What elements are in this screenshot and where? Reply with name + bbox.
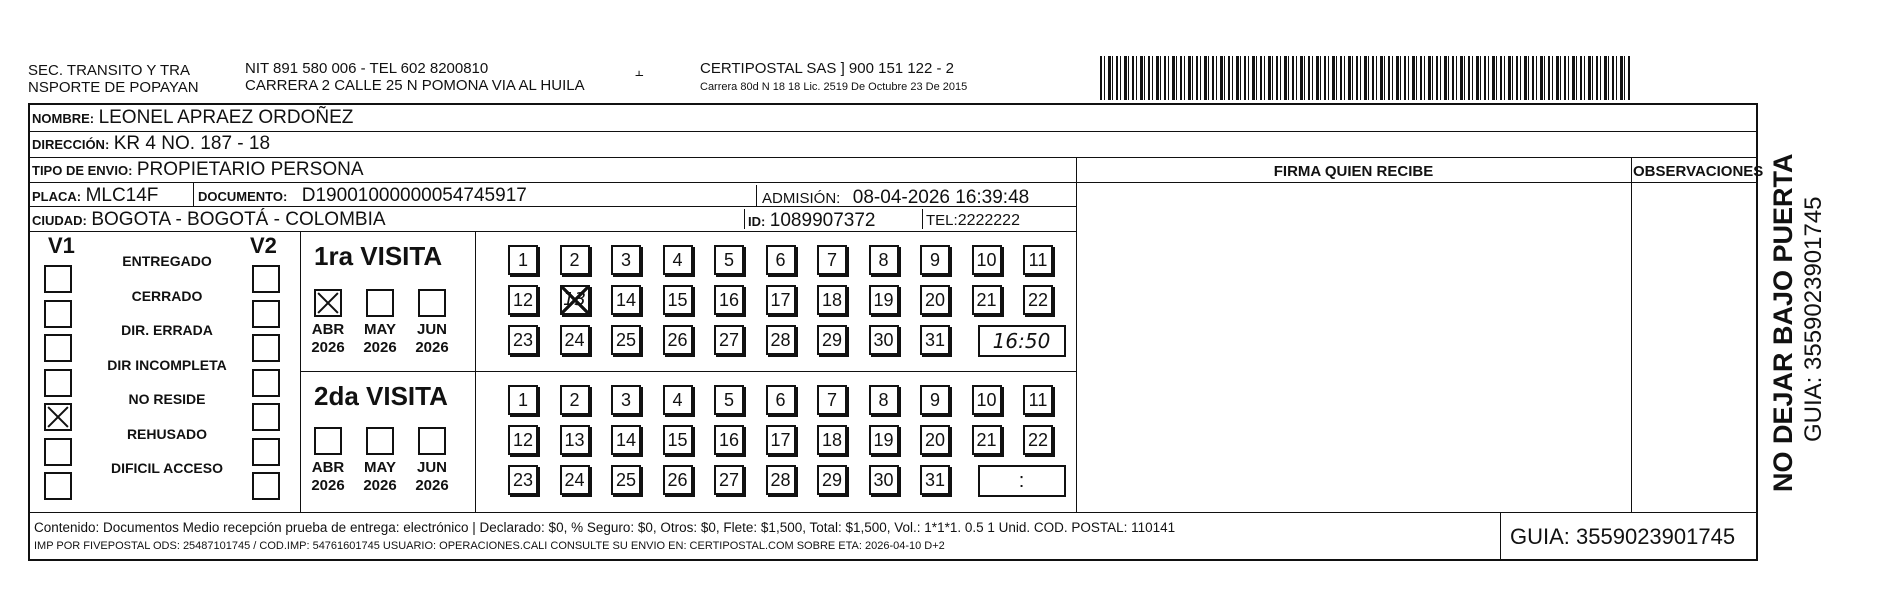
day-box[interactable]: 22 <box>1023 425 1053 455</box>
month-year: 2026 <box>363 477 397 494</box>
day-box[interactable]: 11 <box>1023 245 1053 275</box>
day-box[interactable]: 10 <box>972 385 1002 415</box>
status-label: DIR INCOMPLETA <box>107 356 227 373</box>
documento-value: D19001000000054745917 <box>301 185 527 206</box>
month-name: ABR <box>311 459 345 476</box>
direccion-value: KR 4 NO. 187 - 18 <box>113 133 271 154</box>
time-box[interactable]: : <box>978 465 1066 497</box>
day-box[interactable]: 24 <box>560 325 590 355</box>
day-box[interactable]: 12 <box>508 285 538 315</box>
month-label <box>410 459 454 495</box>
v2-header: V2 <box>250 233 277 258</box>
day-box[interactable]: 21 <box>972 285 1002 315</box>
day-box[interactable]: 9 <box>920 385 950 415</box>
day-box[interactable]: 22 <box>1023 285 1053 315</box>
day-box[interactable]: 15 <box>663 425 693 455</box>
day-box[interactable]: 16 <box>714 285 744 315</box>
visit2-title: 2da VISITA <box>314 381 448 411</box>
day-box[interactable]: 10 <box>972 245 1002 275</box>
imp-text: IMP POR FIVEPOSTAL ODS: 25487101745 / COD.IMP: 54761601745 USUARIO: OPERACIONES.CALI CONSULTE SU ENVIO EN: CERTIPOSTAL.COM SOBRE ETA: 2026-04-10 D+2 <box>34 540 945 552</box>
nombre-row <box>32 107 353 129</box>
day-box[interactable]: 21 <box>972 425 1002 455</box>
day-box[interactable]: 24 <box>560 465 590 495</box>
v2-checkbox[interactable] <box>252 472 280 500</box>
day-box[interactable]: 12 <box>508 425 538 455</box>
direccion-row <box>32 133 270 155</box>
day-box[interactable]: 27 <box>714 465 744 495</box>
sender-name <box>28 62 199 96</box>
sender-line-2: NSPORTE DE POPAYAN <box>28 79 199 96</box>
id-label: ID: <box>748 214 766 229</box>
tel-value: 2222222 <box>957 212 1020 229</box>
day-box[interactable]: 8 <box>869 385 899 415</box>
observaciones-header: OBSERVACIONES <box>1633 163 1764 180</box>
delivery-form <box>28 103 1764 561</box>
month-name: JUN <box>416 459 447 476</box>
day-box[interactable]: 8 <box>869 245 899 275</box>
documento-label: DOCUMENTO: <box>198 189 288 204</box>
day-box[interactable]: 31 <box>920 465 950 495</box>
month-label <box>306 321 350 357</box>
day-box[interactable]: 2 <box>560 245 590 275</box>
day-box[interactable]: 4 <box>663 245 693 275</box>
day-box[interactable]: 18 <box>817 285 847 315</box>
month-checkbox[interactable] <box>418 427 446 455</box>
day-box[interactable]: 6 <box>766 385 796 415</box>
company-line-1: CERTIPOSTAL SAS ] 900 151 122 - 2 <box>700 60 955 77</box>
month-year: 2026 <box>415 339 449 356</box>
day-box[interactable]: 28 <box>766 325 796 355</box>
tel-row <box>926 212 1020 230</box>
company-info <box>700 60 967 96</box>
month-name: ABR <box>311 321 345 338</box>
v1-checkbox[interactable] <box>44 300 72 328</box>
day-box[interactable]: 9 <box>920 245 950 275</box>
sender-info <box>245 60 585 94</box>
day-box[interactable]: 17 <box>766 285 796 315</box>
day-box[interactable]: 25 <box>611 465 641 495</box>
pin-icon: ⫠ <box>635 63 644 79</box>
barcode <box>1100 56 1630 100</box>
placa-row <box>32 185 158 207</box>
ciudad-label: CIUDAD: <box>32 213 87 228</box>
day-box[interactable]: 2 <box>560 385 590 415</box>
month-checkbox[interactable] <box>314 427 342 455</box>
v1-checkbox[interactable] <box>44 403 72 431</box>
month-name: JUN <box>416 321 447 338</box>
day-box[interactable]: 29 <box>817 325 847 355</box>
day-box[interactable]: 7 <box>817 385 847 415</box>
month-year: 2026 <box>415 477 449 494</box>
month-checkbox[interactable] <box>366 289 394 317</box>
day-box[interactable]: 30 <box>869 325 899 355</box>
placa-label: PLACA: <box>32 189 82 204</box>
day-box[interactable]: 15 <box>663 285 693 315</box>
month-name: MAY <box>364 321 396 338</box>
side-guia: GUIA: 3559023901745 <box>1800 196 1827 442</box>
documento-row <box>198 185 527 207</box>
month-label <box>306 459 350 495</box>
id-row <box>748 210 875 232</box>
day-box[interactable]: 23 <box>508 325 538 355</box>
month-year: 2026 <box>311 477 345 494</box>
tel-label: TEL: <box>926 212 958 229</box>
address-line: CARRERA 2 CALLE 25 N POMONA VIA AL HUILA <box>245 77 585 94</box>
v1-checkbox[interactable] <box>44 438 72 466</box>
day-box[interactable]: 14 <box>611 285 641 315</box>
day-box[interactable]: 19 <box>869 285 899 315</box>
month-checkbox[interactable] <box>314 289 342 317</box>
day-box[interactable]: 26 <box>663 465 693 495</box>
day-box[interactable]: 28 <box>766 465 796 495</box>
day-box[interactable]: 13 <box>560 425 590 455</box>
month-checkbox[interactable] <box>418 289 446 317</box>
tipo-value: PROPIETARIO PERSONA <box>136 159 364 180</box>
ciudad-row <box>32 209 386 231</box>
v1-checkbox[interactable] <box>44 369 72 397</box>
day-box[interactable]: 26 <box>663 325 693 355</box>
day-box[interactable]: 30 <box>869 465 899 495</box>
month-year: 2026 <box>311 339 345 356</box>
day-box[interactable]: 17 <box>766 425 796 455</box>
day-box[interactable]: 23 <box>508 465 538 495</box>
admision-value: 08-04-2026 16:39:48 <box>852 187 1030 208</box>
v1-checkbox[interactable] <box>44 472 72 500</box>
ciudad-value: BOGOTA - BOGOTÁ - COLOMBIA <box>91 209 386 230</box>
day-box[interactable]: 1 <box>508 245 538 275</box>
day-box[interactable]: 4 <box>663 385 693 415</box>
visit1-title: 1ra VISITA <box>314 241 443 271</box>
nit-line: NIT 891 580 006 - TEL 602 8200810 <box>245 60 489 77</box>
month-label <box>410 321 454 357</box>
day-box[interactable]: 27 <box>714 325 744 355</box>
day-box[interactable]: 5 <box>714 385 744 415</box>
v1-checkbox[interactable] <box>44 265 72 293</box>
day-box[interactable]: 20 <box>920 425 950 455</box>
month-name: MAY <box>364 459 396 476</box>
no-dejar-bajo-puerta: NO DEJAR BAJO PUERTA <box>1768 153 1798 492</box>
day-box[interactable]: 25 <box>611 325 641 355</box>
day-box[interactable]: 20 <box>920 285 950 315</box>
nombre-value: LEONEL APRAEZ ORDOÑEZ <box>98 107 354 128</box>
v1-header: V1 <box>48 233 75 258</box>
day-box[interactable]: 3 <box>611 245 641 275</box>
guia-box: GUIA: 3559023901745 <box>1510 524 1736 549</box>
status-label: NO RESIDE <box>128 391 206 407</box>
time-box[interactable]: 16:50 <box>978 325 1066 357</box>
id-value: 1089907372 <box>769 210 876 231</box>
admision-label: ADMISIÓN: <box>762 190 841 207</box>
status-label: DIFICIL ACCESO <box>110 460 223 476</box>
month-year: 2026 <box>363 339 397 356</box>
status-label: ENTREGADO <box>122 253 212 269</box>
status-label: REHUSADO <box>126 425 208 442</box>
status-label: DIR. ERRADA <box>121 322 213 338</box>
day-box[interactable]: 6 <box>766 245 796 275</box>
day-box[interactable]: 18 <box>817 425 847 455</box>
tipo-label: TIPO DE ENVIO: <box>32 163 133 178</box>
month-checkbox[interactable] <box>366 427 394 455</box>
contenido-text: Contenido: Documentos Medio recepción prueba de entrega: electrónico | Declarado: $0, % Seguro: $0, Otros: $0, Flete: $1,500, Total: $1,500, Vol.: 1*1*1. 0.5 1 Unid. COD. POSTAL: 110141 <box>34 520 1176 535</box>
day-box[interactable]: 19 <box>869 425 899 455</box>
firma-header: FIRMA QUIEN RECIBE <box>1273 163 1434 180</box>
company-line-2: Carrera 80d N 18 18 Lic. 2519 De Octubre 23 De 2015 <box>700 81 968 93</box>
day-box[interactable]: 1 <box>508 385 538 415</box>
placa-value: MLC14F <box>85 185 159 206</box>
day-box[interactable]: 29 <box>817 465 847 495</box>
day-box[interactable]: 5 <box>714 245 744 275</box>
month-label <box>358 459 402 495</box>
day-box[interactable]: 3 <box>611 385 641 415</box>
day-box[interactable]: 14 <box>611 425 641 455</box>
sender-line-1: SEC. TRANSITO Y TRA <box>28 62 190 79</box>
status-label: CERRADO <box>131 287 203 304</box>
day-box[interactable]: 31 <box>920 325 950 355</box>
day-box[interactable]: 7 <box>817 245 847 275</box>
v1-checkbox[interactable] <box>44 334 72 362</box>
direccion-label: DIRECCIÓN: <box>32 137 110 152</box>
nombre-label: NOMBRE: <box>32 111 95 126</box>
tipo-row <box>32 159 364 181</box>
day-box[interactable]: 13 <box>560 285 590 315</box>
day-box[interactable]: 11 <box>1023 385 1053 415</box>
day-box[interactable]: 16 <box>714 425 744 455</box>
month-label <box>358 321 402 357</box>
